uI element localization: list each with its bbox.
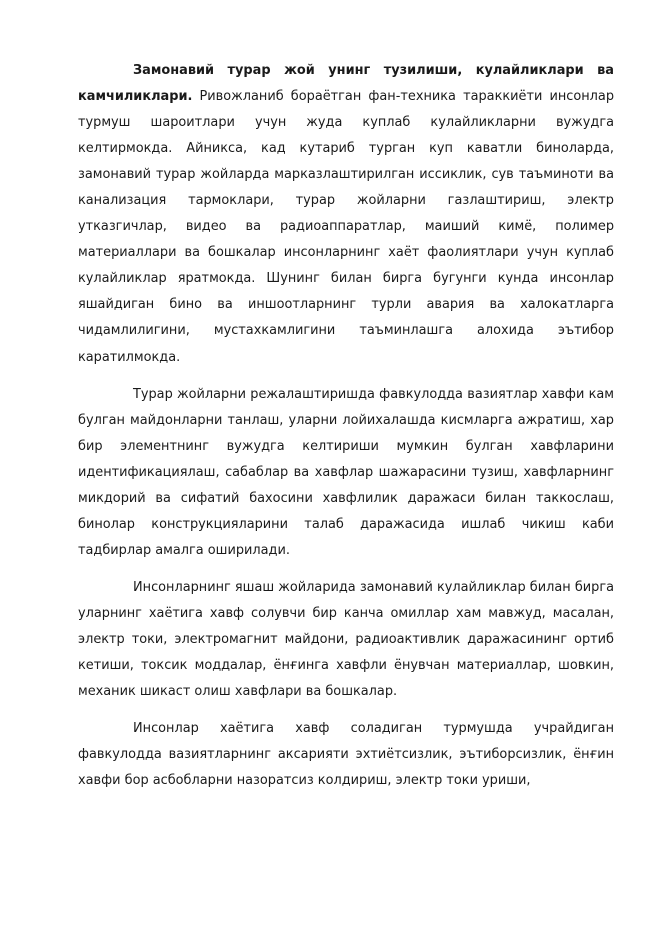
document-body <box>78 58 614 794</box>
paragraph-4-text: Инсонлар хаётига хавф соладиган турмушда учрайдиган фавкулодда вазиятларнинг аксарияти эхтиётсизлик, эътиборсизлик, ёнғин хавфи бор асбобларни назоратсиз колдириш, электр токи уриши, <box>78 721 614 789</box>
paragraph-2 <box>78 382 614 564</box>
paragraph-3 <box>78 575 614 705</box>
paragraph-4 <box>78 716 614 794</box>
paragraph-1 <box>78 58 614 371</box>
section-heading: Замонавий турар жой унинг тузилиши, кулайликлари ва камчиликлари. <box>78 63 614 105</box>
paragraph-1-text: Ривожланиб бораётган фан-техника тараккиёти инсонлар турмуш шароитлари учун жуда куплаб кулайликларни вужудга келтирмокда. Айникса, кад кутариб турган куп каватли биноларда, замонавий турар жойларда марказлаштирилган иссиклик, сув таъминоти ва канализация тармоклари, турар жойларни газлаштириш, электр утказгичлар, видео ва радиоаппаратлар, маиший кимё, полимер материаллари ва бошкалар инсонларнинг хаёт фаолиятлари учун куплаб кулайликлар яратмокда. Шунинг билан бирга бугунги кунда инсонлар яшайдиган бино ва иншоотларнинг турли авария ва халокатларга чидамлилигини, мустахкамлигини таъминлашга алохида эътибор каратилмокда. <box>78 89 614 365</box>
paragraph-3-text: Инсонларнинг яшаш жойларида замонавий кулайликлар билан бирга уларнинг хаётига хавф солувчи бир канча омиллар хам мавжуд, масалан, электр токи, электромагнит майдони, радиоактивлик даражасининг ортиб кетиши, токсик моддалар, ёнғинга хавфли ёнувчан материаллар, шовкин, механик шикаст олиш хавфлари ва бошкалар. <box>78 579 614 700</box>
paragraph-2-text: Турар жойларни режалаштиришда фавкулодда вазиятлар хавфи кам булган майдонларни танлаш, уларни лойихалашда кисмларга ажратиш, хар бир элементнинг вужудга келтириши мумкин булган хавфларини идентификациялаш, сабаблар ва хавфлар шажарасини тузиш, хавфларнинг микдорий ва сифатий бахосини хавфлилик даражаси билан таккослаш, бинолар конструкцияларини талаб даражасида ишлаб чикиш каби тадбирлар амалга оширилади. <box>78 386 614 558</box>
